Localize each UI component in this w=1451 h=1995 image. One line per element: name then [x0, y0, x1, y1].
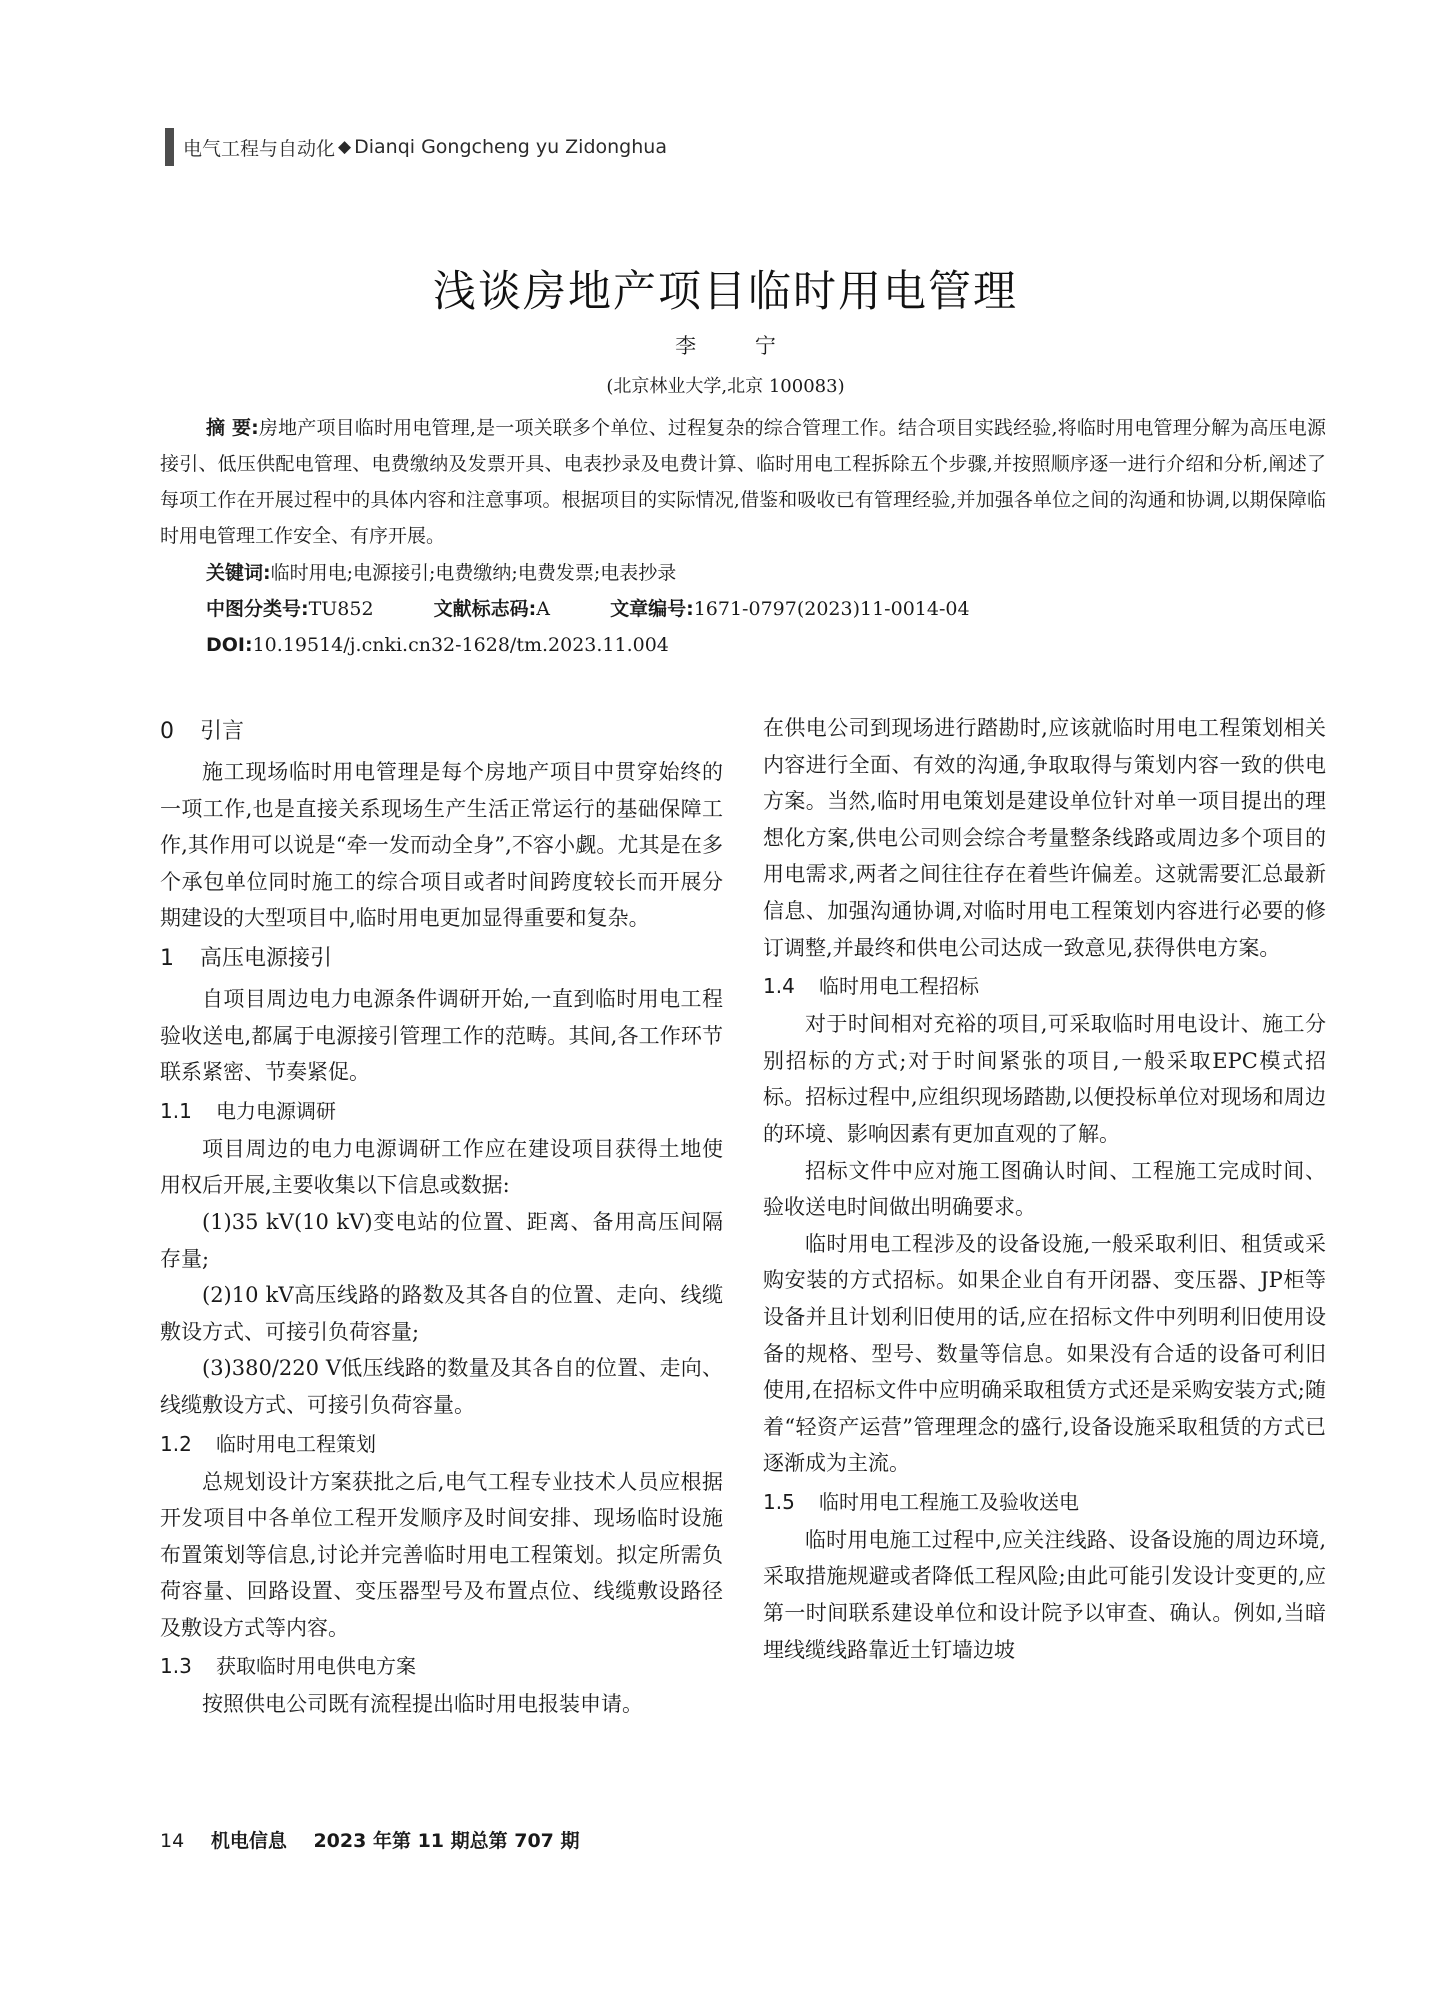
article-affiliation: (北京林业大学,北京 100083) — [606, 376, 845, 397]
section-1-4-paragraph-2: 招标文件中应对施工图确认时间、工程施工完成时间、验收送电时间做出明确要求。 — [763, 1158, 1326, 1220]
section-1-5-paragraph: 临时用电施工过程中,应关注线路、设备设施的周边环境,采取措施规避或者降低工程风险;由此可能引发设计变更的,应第一时间联系建设单位和设计院予以审查、确认。例如,当暗埋线缆线路靠近土钉墙边坡 — [763, 1527, 1326, 1662]
article-number-label: 文章编号: — [610, 598, 694, 620]
running-header — [165, 128, 667, 166]
header-section-pinyin: Dianqi Gongcheng yu Zidonghua — [354, 136, 667, 158]
abstract-label: 摘 要: — [206, 417, 259, 439]
classification-line — [206, 591, 970, 627]
section-1-3-continued: 在供电公司到现场进行踏勘时,应该就临时用电工程策划相关内容进行全面、有效的沟通,争取取得与策划内容一致的供电方案。当然,临时用电策划是建设单位针对单一项目提出的理想化方案,供电公司则会综合考量整条线路或周边多个项目的用电需求,两者之间往往存在着些许偏差。这就需要汇总最新信息、加强沟通协调,对临时用电工程策划内容进行必要的修订调整,并最终和供电公司达成一致意见,获得供电方案。 — [763, 716, 1326, 960]
doc-code-label: 文献标志码: — [433, 598, 537, 620]
section-1-paragraph: 自项目周边电力电源条件调研开始,一直到临时用电工程验收送电,都属于电源接引管理工作的范畴。其间,各工作环节联系紧密、节奏紧促。 — [160, 986, 723, 1085]
section-1-1-item-2: (2)10 kV高压线路的路数及其各自的位置、走向、线缆敷设方式、可接引负荷容量; — [160, 1283, 723, 1344]
article-author: 李 宁 — [675, 334, 802, 358]
section-1-4-paragraph-3: 临时用电工程涉及的设备设施,一般采取利旧、租赁或采购安装的方式招标。如果企业自有开闭器、变压器、JP柜等设备并且计划利旧使用的话,应在招标文件中列明利旧使用设备的规格、型号、数量等信息。如果没有合适的设备可利旧使用,在招标文件中应明确采取租赁方式还是采购安装方式;随着“轻资产运营”管理理念的盛行,设备设施采取租赁的方式已逐渐成为主流。 — [763, 1231, 1326, 1476]
section-1-4-paragraph-1: 对于时间相对充裕的项目,可采取临时用电设计、施工分别招标的方式;对于时间紧张的项目,一般采取EPC模式招标。招标过程中,应组织现场踏勘,以便投标单位对现场和周边的环境、影响因素有更加直观的了解。 — [763, 1012, 1326, 1146]
doi-value: 10.19514/j.cnki.cn32-1628/tm.2023.11.004 — [252, 634, 669, 656]
section-heading-1-4: 1.4 临时用电工程招标 — [763, 974, 979, 999]
section-0-paragraph: 施工现场临时用电管理是每个房地产项目中贯穿始终的一项工作,也是直接关系现场生产生活正常运行的基础保障工作,其作用可以说是“牵一发而动全身”,不容小觑。尤其是在多个承包单位同时施工的综合项目或者时间跨度较长而开展分期建设的大型项目中,临时用电更加显得重要和复杂。 — [160, 760, 723, 931]
section-1-1-paragraph: 项目周边的电力电源调研工作应在建设项目获得土地使用权后开展,主要收集以下信息或数据: — [160, 1136, 723, 1198]
doi-line — [206, 627, 669, 663]
section-heading-1: 1 高压电源接引 — [160, 945, 333, 971]
left-column — [160, 710, 723, 1723]
diamond-icon: ◆ — [338, 137, 352, 157]
section-1-2-paragraph: 总规划设计方案获批之后,电气工程专业技术人员应根据开发项目中各单位工程开发顺序及时间安排、现场临时设施布置策划等信息,讨论并完善临时用电工程策划。拟定所需负荷容量、回路设置、变压器型号及布置点位、线缆敷设路径及敷设方式等内容。 — [160, 1469, 723, 1640]
section-heading-1-2: 1.2 临时用电工程策划 — [160, 1431, 376, 1456]
doc-code-value: A — [536, 598, 550, 620]
clc-value: TU852 — [308, 598, 374, 620]
keywords — [206, 555, 676, 591]
right-column — [763, 710, 1326, 1668]
abstract — [160, 410, 1326, 554]
article-number-value: 1671-0797(2023)11-0014-04 — [693, 598, 970, 620]
keywords-text: 临时用电;电源接引;电费缴纳;电费发票;电表抄录 — [270, 562, 677, 584]
section-1-1-item-1: (1)35 kV(10 kV)变电站的位置、距离、备用高压间隔存量; — [160, 1209, 723, 1271]
section-heading-1-3: 1.3 获取临时用电供电方案 — [160, 1654, 416, 1679]
section-heading-1-5: 1.5 临时用电工程施工及验收送电 — [763, 1489, 1079, 1514]
abstract-body — [160, 410, 1326, 554]
article-title: 浅谈房地产项目临时用电管理 — [433, 267, 1018, 317]
header-section-cn: 电气工程与自动化 — [183, 137, 336, 160]
section-heading-0: 0 引言 — [160, 719, 245, 744]
section-1-3-paragraph: 按照供电公司既有流程提出临时用电报装申请。 — [202, 1692, 643, 1717]
page-footer — [160, 1826, 580, 1853]
page-number: 14 — [160, 1830, 185, 1852]
section-1-1-item-3: (3)380/220 V低压线路的数量及其各自的位置、走向、线缆敷设方式、可接引负荷容量。 — [160, 1356, 723, 1417]
clc-label: 中图分类号: — [206, 598, 309, 620]
abstract-text: 房地产项目临时用电管理,是一项关联多个单位、过程复杂的综合管理工作。结合项目实践经验,将临时用电管理分解为高压电源接引、低压供配电管理、电费缴纳及发票开具、电表抄录及电费计算、临时用电工程拆除五个步骤,并按照顺序逐一进行介绍和分析,阐述了每项工作在开展过程中的具体内容和注意事项。根据项目的实际情况,借鉴和吸收已有管理经验,并加强各单位之间的沟通和协调,以期保障临时用电管理工作安全、有序开展。 — [160, 417, 1326, 547]
journal-name: 机电信息 — [210, 1830, 287, 1852]
doi-label: DOI: — [206, 634, 253, 656]
issue-info: 2023 年第 11 期总第 707 期 — [313, 1830, 580, 1852]
header-marker-bar — [165, 128, 174, 166]
keywords-label: 关键词: — [206, 562, 271, 584]
section-heading-1-1: 1.1 电力电源调研 — [160, 1098, 336, 1123]
